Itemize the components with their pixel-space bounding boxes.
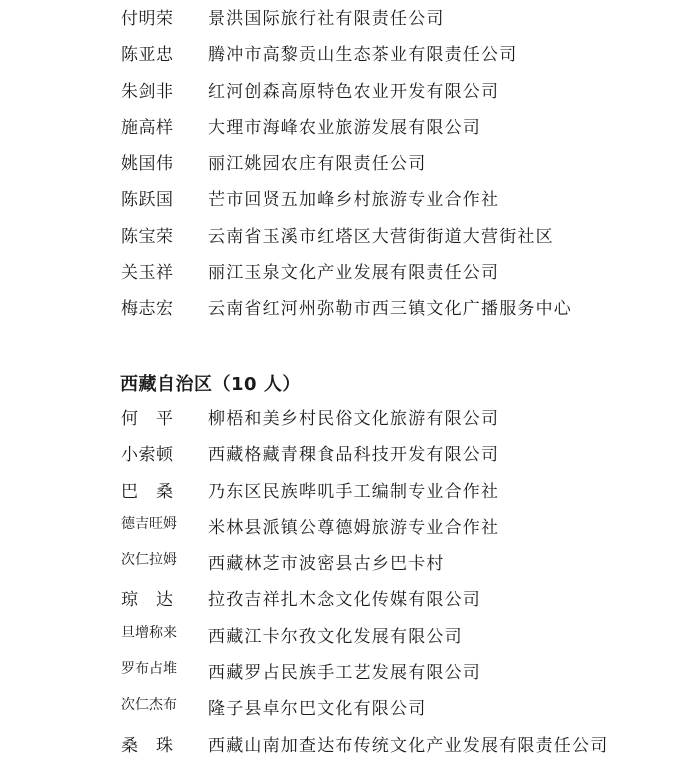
list-item xyxy=(0,4,700,40)
organization-name: 云南省红河州弥勒市西三镇文化广播服务中心 xyxy=(208,299,572,320)
list-item xyxy=(0,549,700,585)
organization-name: 柳梧和美乡村民俗文化旅游有限公司 xyxy=(208,409,500,429)
person-name: 陈亚忠 xyxy=(121,45,174,66)
person-name: 次仁拉姆 xyxy=(121,552,177,569)
list-item xyxy=(0,658,700,694)
person-name: 施高样 xyxy=(121,117,174,138)
organization-name: 腾冲市高黎贡山生态茶业有限责任公司 xyxy=(208,45,518,66)
person-name: 旦增称来 xyxy=(121,624,177,641)
person-name: 德吉旺姆 xyxy=(121,515,177,532)
list-item xyxy=(0,294,700,330)
person-name: 桑 珠 xyxy=(121,735,174,756)
person-name: 梅志宏 xyxy=(121,299,174,320)
list-item xyxy=(0,513,700,549)
list-item xyxy=(0,222,700,258)
list-item xyxy=(0,694,700,730)
organization-name: 西藏山南加查达布传统文化产业发展有限责任公司 xyxy=(208,735,609,756)
organization-name: 芒市回贤五加峰乡村旅游专业合作社 xyxy=(208,190,500,211)
list-item xyxy=(0,40,700,76)
person-name: 何 平 xyxy=(121,409,174,429)
list-item xyxy=(0,258,700,294)
list-item xyxy=(0,77,700,113)
list-item xyxy=(0,585,700,621)
organization-name: 丽江姚园农庄有限责任公司 xyxy=(208,154,427,175)
person-name: 罗布占堆 xyxy=(121,661,177,678)
person-name: 关玉祥 xyxy=(121,263,174,284)
organization-name: 云南省玉溪市红塔区大营街街道大营街社区 xyxy=(208,226,554,247)
list-item xyxy=(0,149,700,185)
list-item xyxy=(0,404,700,440)
person-name: 琼 达 xyxy=(121,590,174,611)
honoree-list-yunnan-continued xyxy=(0,4,700,331)
list-item xyxy=(0,113,700,149)
list-item xyxy=(0,477,700,513)
person-name: 巴 桑 xyxy=(121,481,174,502)
organization-name: 西藏江卡尔孜文化发展有限公司 xyxy=(208,626,463,647)
honoree-list-tibet xyxy=(0,404,700,767)
organization-name: 丽江玉泉文化产业发展有限责任公司 xyxy=(208,263,500,284)
organization-name: 隆子县卓尔巴文化有限公司 xyxy=(208,699,427,720)
person-name: 陈宝荣 xyxy=(121,226,174,247)
person-name: 朱剑非 xyxy=(121,81,174,102)
list-item xyxy=(0,185,700,221)
person-name: 姚国伟 xyxy=(121,154,174,175)
organization-name: 红河创森高原特色农业开发有限公司 xyxy=(208,81,500,102)
person-name: 次仁杰布 xyxy=(121,697,177,714)
person-name: 陈跃国 xyxy=(121,190,174,211)
organization-name: 大理市海峰农业旅游发展有限公司 xyxy=(208,117,481,138)
organization-name: 景洪国际旅行社有限责任公司 xyxy=(208,9,445,29)
section-heading: 西藏自治区（10 人） xyxy=(120,374,301,395)
organization-name: 拉孜吉祥扎木念文化传媒有限公司 xyxy=(208,590,481,611)
organization-name: 米林县派镇公尊德姆旅游专业合作社 xyxy=(208,517,500,538)
person-name: 小索顿 xyxy=(121,445,174,466)
list-item xyxy=(0,622,700,658)
list-item xyxy=(0,440,700,476)
organization-name: 西藏林芝市波密县古乡巴卡村 xyxy=(208,554,445,575)
organization-name: 西藏罗占民族手工艺发展有限公司 xyxy=(208,663,481,684)
organization-name: 西藏格藏青稞食品科技开发有限公司 xyxy=(208,445,500,466)
list-item xyxy=(0,731,700,767)
organization-name: 乃东区民族哔叽手工编制专业合作社 xyxy=(208,481,500,502)
person-name: 付明荣 xyxy=(121,9,174,29)
